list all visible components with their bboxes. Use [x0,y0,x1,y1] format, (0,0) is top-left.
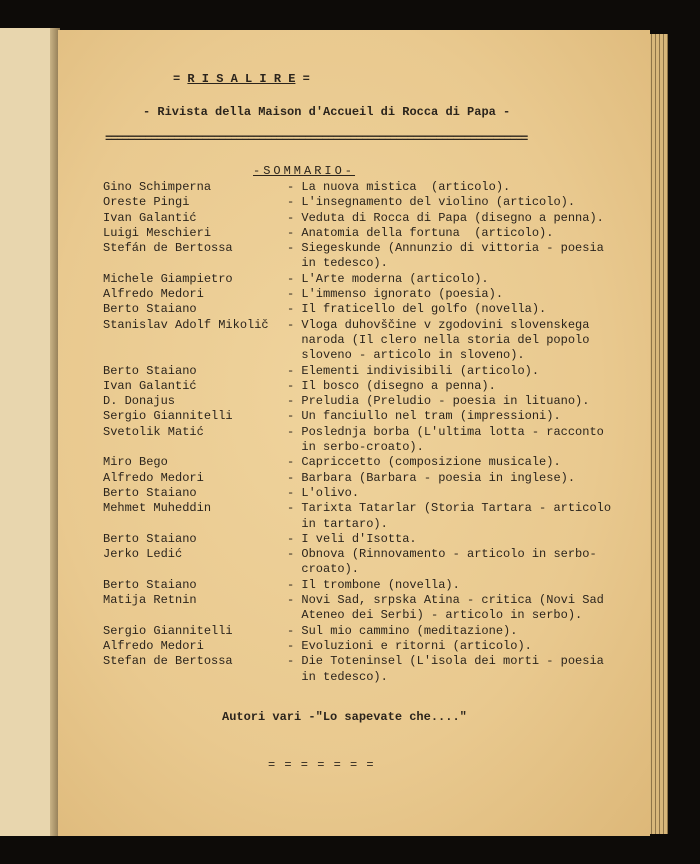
title-text: Preludia (Preludio - poesia in lituano). [301,394,590,409]
toc-entry [103,364,643,379]
entry-author: Alfredo Medori [103,287,204,302]
entry-title [287,287,643,302]
title-text: Un fanciullo nel tram (impressioni). [301,409,561,424]
toc-entry [103,501,643,532]
title-text: R I S A L I R E [187,72,296,86]
toc-entry [103,302,643,317]
entry-title [287,547,643,578]
entry-title-line [287,639,643,654]
entry-title [287,211,643,226]
title-text: Il fraticello del golfo (novella). [301,302,547,317]
entry-title [287,593,643,624]
entry-author: Svetolik Matić [103,424,204,439]
title-text: L'Arte moderna (articolo). [301,271,489,286]
dash-separator: - [287,577,302,592]
entry-author: Berto Staiano [103,531,197,546]
toc-entry [103,180,643,195]
entry-author: Matija Retnin [103,593,197,608]
dash-separator: - [287,302,302,317]
entry-title-line [287,394,643,409]
entry-title [287,180,643,195]
entry-title-line [287,532,643,547]
dash-separator: - [287,424,302,439]
toc-entry [103,654,643,685]
dash-separator: - [287,287,302,302]
toc-entry [103,241,643,272]
entry-title-continuation [287,670,643,685]
entry-title [287,578,643,593]
title-text: L'olivo. [301,485,360,500]
title-text: L'immenso ignorato (poesia). [301,287,504,302]
entry-title-continuation [287,348,643,363]
dash-separator: - [287,531,302,546]
title-text: Vloga duhovščine v zgodovini slovenskega [301,317,590,332]
toc-entry [103,409,643,424]
toc-entry [103,532,643,547]
entry-title-continuation [287,608,643,623]
divider-rule: ========================================================================== [105,132,527,146]
entry-title-line [287,195,643,210]
entry-author: Oreste Pingi [103,195,190,210]
title-text: Poslednja borba (L'ultima lotta - racconto [301,424,604,439]
magazine-title [173,72,310,86]
closing-line: Autori vari -"Lo sapevate che...." [222,710,467,724]
toc-entry [103,471,643,486]
dash-separator: - [287,638,302,653]
title-text: Veduta di Rocca di Papa (disegno a penna). [301,210,604,225]
entry-author: Berto Staiano [103,302,197,317]
entry-title-line [287,501,643,516]
dash-separator: - [287,195,302,210]
entry-title [287,272,643,287]
entry-title [287,302,643,317]
entry-author: Ivan Galantić [103,378,197,393]
toc-entry [103,593,643,624]
dash-separator: - [287,470,302,485]
entry-title [287,471,643,486]
section-heading: -SOMMARIO- [253,164,356,178]
entry-author: Alfredo Medori [103,638,204,653]
title-text: L'insegnamento del violino (articolo). [301,195,576,210]
entry-author: Michele Giampietro [103,271,233,286]
title-text: Capriccetto (composizione musicale). [301,455,561,470]
entry-author: Luigi Meschieri [103,225,212,240]
dash-separator: - [287,547,302,562]
entry-title-line [287,226,643,241]
entry-title-line [287,547,643,562]
toc-entry [103,624,643,639]
dash-separator: - [287,271,302,286]
entry-title-line [287,180,643,195]
toc-entry [103,547,643,578]
dash-separator: - [287,180,302,194]
dash-separator: - [287,501,302,516]
entry-title [287,318,643,364]
entry-author: Mehmet Muheddin [103,501,212,516]
entry-title-line [287,654,643,669]
title-text: Die Toteninsel (L'isola dei morti - poesia [301,654,604,669]
entry-title-line [287,409,643,424]
title-text: Ateneo dei Serbi) - articolo in serbo). [301,608,583,623]
entry-title-continuation [287,333,643,348]
title-text: Siegeskunde (Annunzio di vittoria - poesia [301,241,604,256]
title-text: La nuova mistica (articolo). [301,180,511,194]
entry-title-continuation [287,517,643,532]
toc-entry [103,578,643,593]
toc-entry [103,318,643,364]
title-text: in serbo-croato). [301,440,424,455]
toc-entry [103,287,643,302]
title-text: I veli d'Isotta. [301,531,417,546]
dash-separator: - [287,409,302,424]
entry-title-line [287,302,643,317]
toc-entry [103,425,643,456]
toc-entry [103,272,643,287]
entry-author: Stefán de Bertossa [103,241,233,256]
title-text: Obnova (Rinnovamento - articolo in serbo- [301,547,597,562]
title-text: croato). [301,562,359,577]
title-text: Evoluzioni e ritorni (articolo). [301,638,532,653]
dash-separator: - [287,317,302,332]
entry-title [287,226,643,241]
dash-separator: - [287,241,302,256]
entry-title-continuation [287,256,643,271]
entry-title [287,624,643,639]
entry-title [287,654,643,685]
table-of-contents [103,180,643,685]
entry-author: Alfredo Medori [103,470,204,485]
title-text: Sul mio cammino (meditazione). [301,623,518,638]
entry-title-line [287,455,643,470]
toc-entry [103,379,643,394]
entry-title [287,364,643,379]
title-prefix: = [173,72,188,86]
toc-entry [103,486,643,501]
entry-title [287,379,643,394]
end-mark: = = = = = = = [268,758,375,772]
entry-title-line [287,624,643,639]
entry-author: Jerko Ledić [103,547,183,562]
entry-title-line [287,578,643,593]
title-text: Elementi indivisibili (articolo). [301,363,540,378]
title-text: sloveno - articolo in sloveno). [301,348,525,363]
entry-title-line [287,379,643,394]
entry-title [287,394,643,409]
entry-title-line [287,241,643,256]
dash-separator: - [287,210,302,225]
entry-author: Stefan de Bertossa [103,654,233,669]
dash-separator: - [287,394,302,409]
toc-entry [103,226,643,241]
entry-author: Stanislav Adolf Mikolič [103,317,269,332]
entry-author: Miro Bego [103,455,168,470]
toc-entry [103,195,643,210]
title-text: in tartaro). [301,516,388,531]
toc-entry [103,455,643,470]
dash-separator: - [287,485,302,500]
title-text: Anatomia della fortuna (articolo). [301,225,554,240]
entry-title [287,241,643,272]
title-text: Il trombone (novella). [301,577,460,592]
entry-title-continuation [287,440,643,455]
title-suffix: = [295,72,310,86]
entry-title [287,486,643,501]
entry-title-line [287,364,643,379]
entry-title-line [287,318,643,333]
entry-author: Gino Schimperna [103,180,212,194]
entry-title-line [287,287,643,302]
toc-entry [103,211,643,226]
entry-title [287,639,643,654]
entry-author: Berto Staiano [103,363,197,378]
entry-author: Berto Staiano [103,485,197,500]
entry-title-line [287,471,643,486]
entry-title [287,195,643,210]
title-text: in tedesco). [301,256,388,271]
entry-author: Sergio Giannitelli [103,623,233,638]
title-text: in tedesco). [301,669,388,684]
dash-separator: - [287,225,302,240]
dash-separator: - [287,455,302,470]
entry-title-line [287,272,643,287]
dash-separator: - [287,363,302,378]
title-text: Tarixta Tatarlar (Storia Tartara - articolo [301,501,612,516]
title-text: naroda (Il clero nella storia del popolo [301,332,590,347]
title-text: Barbara (Barbara - poesia in inglese). [301,470,576,485]
entry-author: Berto Staiano [103,577,197,592]
dash-separator: - [287,378,302,393]
subtitle: - Rivista della Maison d'Accueil di Rocca di Papa - [143,105,511,119]
dash-separator: - [287,593,302,608]
entry-title-line [287,211,643,226]
document-page [58,30,650,836]
toc-entry [103,639,643,654]
adjacent-page [0,28,56,836]
entry-author: Ivan Galantić [103,210,197,225]
title-text: Il bosco (disegno a penna). [301,378,496,393]
entry-title-line [287,486,643,501]
entry-title [287,409,643,424]
dash-separator: - [287,654,302,669]
entry-title [287,532,643,547]
toc-entry [103,394,643,409]
dash-separator: - [287,623,302,638]
entry-title [287,425,643,456]
entry-title [287,501,643,532]
entry-title-continuation [287,562,643,577]
entry-author: Sergio Giannitelli [103,409,233,424]
entry-author: D. Donajus [103,394,176,409]
entry-title-line [287,425,643,440]
entry-title [287,455,643,470]
entry-title-line [287,593,643,608]
title-text: Novi Sad, srpska Atina - critica (Novi Sad [301,593,604,608]
